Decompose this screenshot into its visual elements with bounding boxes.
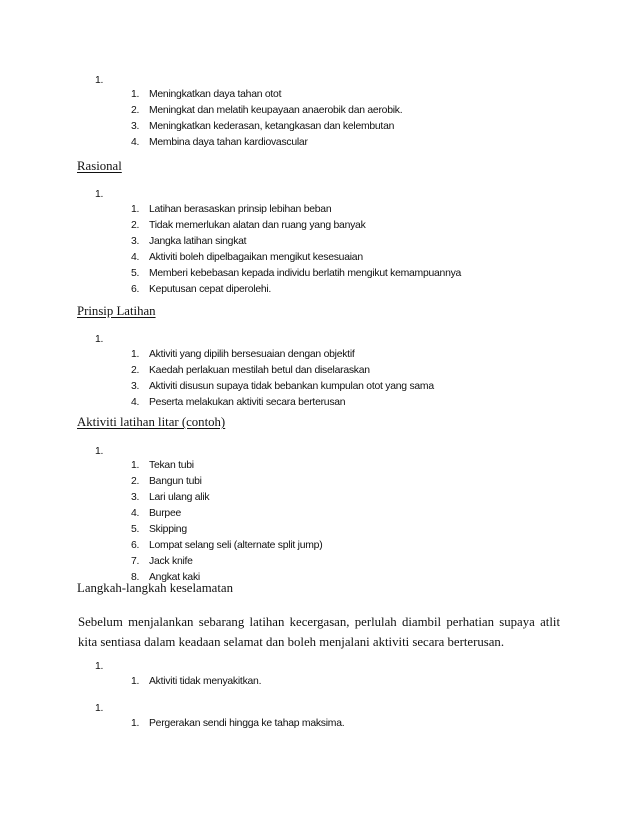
rasional-item-num: 6. bbox=[131, 284, 140, 295]
aktiviti-item-num: 1. bbox=[131, 460, 140, 471]
prinsip-item-text: Peserta melakukan aktiviti secara berterusan bbox=[149, 397, 346, 408]
prinsip-heading: Prinsip Latihan bbox=[77, 304, 156, 318]
prinsip-item-num: 2. bbox=[131, 365, 140, 376]
intro-item-num: 1. bbox=[131, 89, 140, 100]
prinsip-outer-marker: 1. bbox=[95, 334, 104, 345]
prinsip-item-num: 1. bbox=[131, 349, 140, 360]
aktiviti-item-num: 6. bbox=[131, 540, 140, 551]
keselamatan-group1-outer-marker: 1. bbox=[95, 661, 104, 672]
rasional-item-text: Memberi kebebasan kepada individu berlatih mengikut kemampuannya bbox=[149, 268, 462, 279]
prinsip-item-text: Aktiviti yang dipilih bersesuaian dengan objektif bbox=[149, 349, 355, 360]
intro-item-text: Meningkatkan daya tahan otot bbox=[149, 89, 282, 100]
keselamatan-group1-item-num: 1. bbox=[131, 676, 140, 687]
rasional-heading: Rasional bbox=[77, 159, 122, 173]
aktiviti-heading: Aktiviti latihan litar (contoh) bbox=[77, 415, 226, 429]
prinsip-item-num: 4. bbox=[131, 397, 140, 408]
rasional-item-num: 3. bbox=[131, 236, 140, 247]
intro-item-text: Meningkatkan kederasan, ketangkasan dan kelembutan bbox=[149, 121, 395, 132]
rasional-item-num: 1. bbox=[131, 204, 140, 215]
aktiviti-item-num: 4. bbox=[131, 508, 140, 519]
aktiviti-item-text: Bangun tubi bbox=[149, 476, 202, 487]
rasional-outer-marker: 1. bbox=[95, 189, 104, 200]
keselamatan-group2-item-text: Pergerakan sendi hingga ke tahap maksima. bbox=[149, 718, 345, 729]
aktiviti-item-num: 5. bbox=[131, 524, 140, 535]
rasional-item-text: Latihan berasaskan prinsip lebihan beban bbox=[149, 204, 332, 215]
intro-item-num: 2. bbox=[131, 105, 140, 116]
aktiviti-item-text: Lari ulang alik bbox=[149, 492, 210, 503]
intro-item-num: 4. bbox=[131, 137, 140, 148]
aktiviti-item-text: Lompat selang seli (alternate split jump) bbox=[149, 540, 323, 551]
keselamatan-group1-item-text: Aktiviti tidak menyakitkan. bbox=[149, 676, 262, 687]
aktiviti-item-text: Skipping bbox=[149, 524, 187, 535]
keselamatan-group2-outer-marker: 1. bbox=[95, 703, 104, 714]
intro-item-text: Membina daya tahan kardiovascular bbox=[149, 137, 308, 148]
rasional-item-text: Keputusan cepat diperolehi. bbox=[149, 284, 272, 295]
prinsip-item-num: 3. bbox=[131, 381, 140, 392]
rasional-item-text: Tidak memerlukan alatan dan ruang yang banyak bbox=[149, 220, 366, 231]
aktiviti-item-text: Burpee bbox=[149, 508, 182, 519]
intro-item-text: Meningkat dan melatih keupayaan anaerobik dan aerobik. bbox=[149, 105, 403, 116]
aktiviti-item-num: 8. bbox=[131, 572, 140, 583]
aktiviti-item-num: 7. bbox=[131, 556, 140, 567]
keselamatan-heading: Langkah-langkah keselamatan bbox=[77, 581, 233, 595]
aktiviti-item-num: 2. bbox=[131, 476, 140, 487]
rasional-item-num: 2. bbox=[131, 220, 140, 231]
intro-outer-marker: 1. bbox=[95, 75, 104, 86]
rasional-item-text: Jangka latihan singkat bbox=[149, 236, 247, 247]
rasional-item-num: 5. bbox=[131, 268, 140, 279]
prinsip-item-text: Aktiviti disusun supaya tidak bebankan kumpulan otot yang sama bbox=[149, 381, 434, 392]
rasional-item-text: Aktiviti boleh dipelbagaikan mengikut kesesuaian bbox=[149, 252, 363, 263]
aktiviti-outer-marker: 1. bbox=[95, 446, 104, 457]
keselamatan-group2-item-num: 1. bbox=[131, 718, 140, 729]
intro-item-num: 3. bbox=[131, 121, 140, 132]
aktiviti-item-text: Jack knife bbox=[149, 556, 193, 567]
keselamatan-paragraph: Sebelum menjalankan sebarang latihan kecergasan, perlulah diambil perhatian supaya atlit kita sentiasa dalam keadaan selamat dan boleh menjalani aktiviti secara berterusan. bbox=[78, 615, 560, 649]
aktiviti-item-num: 3. bbox=[131, 492, 140, 503]
aktiviti-item-text: Tekan tubi bbox=[149, 460, 194, 471]
aktiviti-item-text: Angkat kaki bbox=[149, 572, 200, 583]
prinsip-item-text: Kaedah perlakuan mestilah betul dan diselaraskan bbox=[149, 365, 370, 376]
rasional-item-num: 4. bbox=[131, 252, 140, 263]
